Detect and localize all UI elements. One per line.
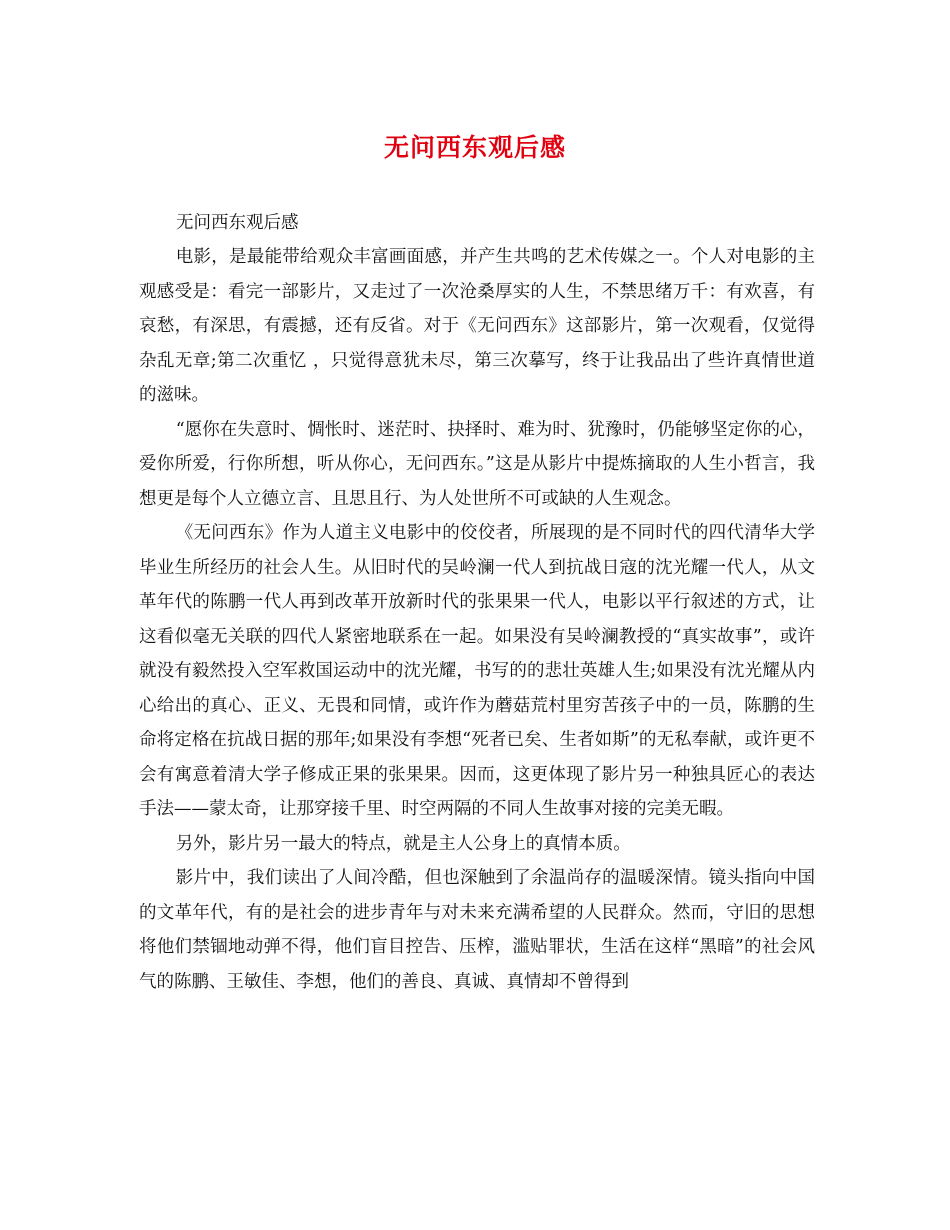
document-subtitle: 无问西东观后感 xyxy=(176,213,299,233)
document-title: 无问西东观后感 xyxy=(383,133,566,162)
paragraph-2: “愿你在失意时、惆怅时、迷茫时、抉择时、难为时、犹豫时，仍能够坚定你的心，爱你所爱，行你所想，听从你心，无问西东。”这是从影片中提炼摘取的人生小哲言，我想更是每个人立德立言、且思且行、为人处世所不可或缺的人生观念。 xyxy=(139,419,815,509)
paragraph-5: 影片中，我们读出了人间冷酷，但也深触到了余温尚存的温暖深情。镜头指向中国的文革年代，有的是社会的进步青年与对未来充满希望的人民群众。然而，守旧的思想将他们禁锢地动弹不得，他们盲目控告、压榨，滥贴罪状，生活在这样“黑暗”的社会风气的陈鹏、王敏佳、李想，他们的善良、真诚、真情却不曾得到 xyxy=(139,868,815,992)
paragraph-4: 另外，影片另一最大的特点，就是主人公身上的真情本质。 xyxy=(175,833,631,854)
paragraph-3: 《无问西东》作为人道主义电影中的佼佼者，所展现的是不同时代的四代清华大学毕业生所经历的社会人生。从旧时代的吴岭澜一代人到抗战日寇的沈光耀一代人，从文革年代的陈鹏一代人再到改革开放新时代的张果果一代人，电影以平行叙述的方式，让这看似毫无关联的四代人紧密地联系在一起。如果没有吴岭澜教授的“真实故事”，或许就没有毅然投入空军救国运动中的沈光耀，书写的的悲壮英雄人生;如果没有沈光耀从内心给出的真心、正义、无畏和同情，或许作为蘑菇荒村里穷苦孩子中的一员，陈鹏的生命将定格在抗战日据的那年;如果没有李想“死者已矣、生者如斯”的无私奉献，或许更不会有寓意着清大学子修成正果的张果果。因而，这更体现了影片另一种独具匠心的表达手法——蒙太奇，让那穿接千里、时空两隔的不同人生故事对接的完美无暇。 xyxy=(139,523,815,819)
paragraph-1: 电影，是最能带给观众丰富画面感，并产生共鸣的艺术传媒之一。个人对电影的主观感受是：看完一部影片，又走过了一次沧桑厚实的人生，不禁思绪万千：有欢喜，有哀愁，有深思，有震撼，还有反省。对于《无问西东》这部影片，第一次观看，仅觉得杂乱无章;第二次重忆 ，只觉得意犹未尽，第三次摹写，终于让我品出了些许真情世道的滋味。 xyxy=(139,247,815,405)
document-body xyxy=(139,240,815,999)
